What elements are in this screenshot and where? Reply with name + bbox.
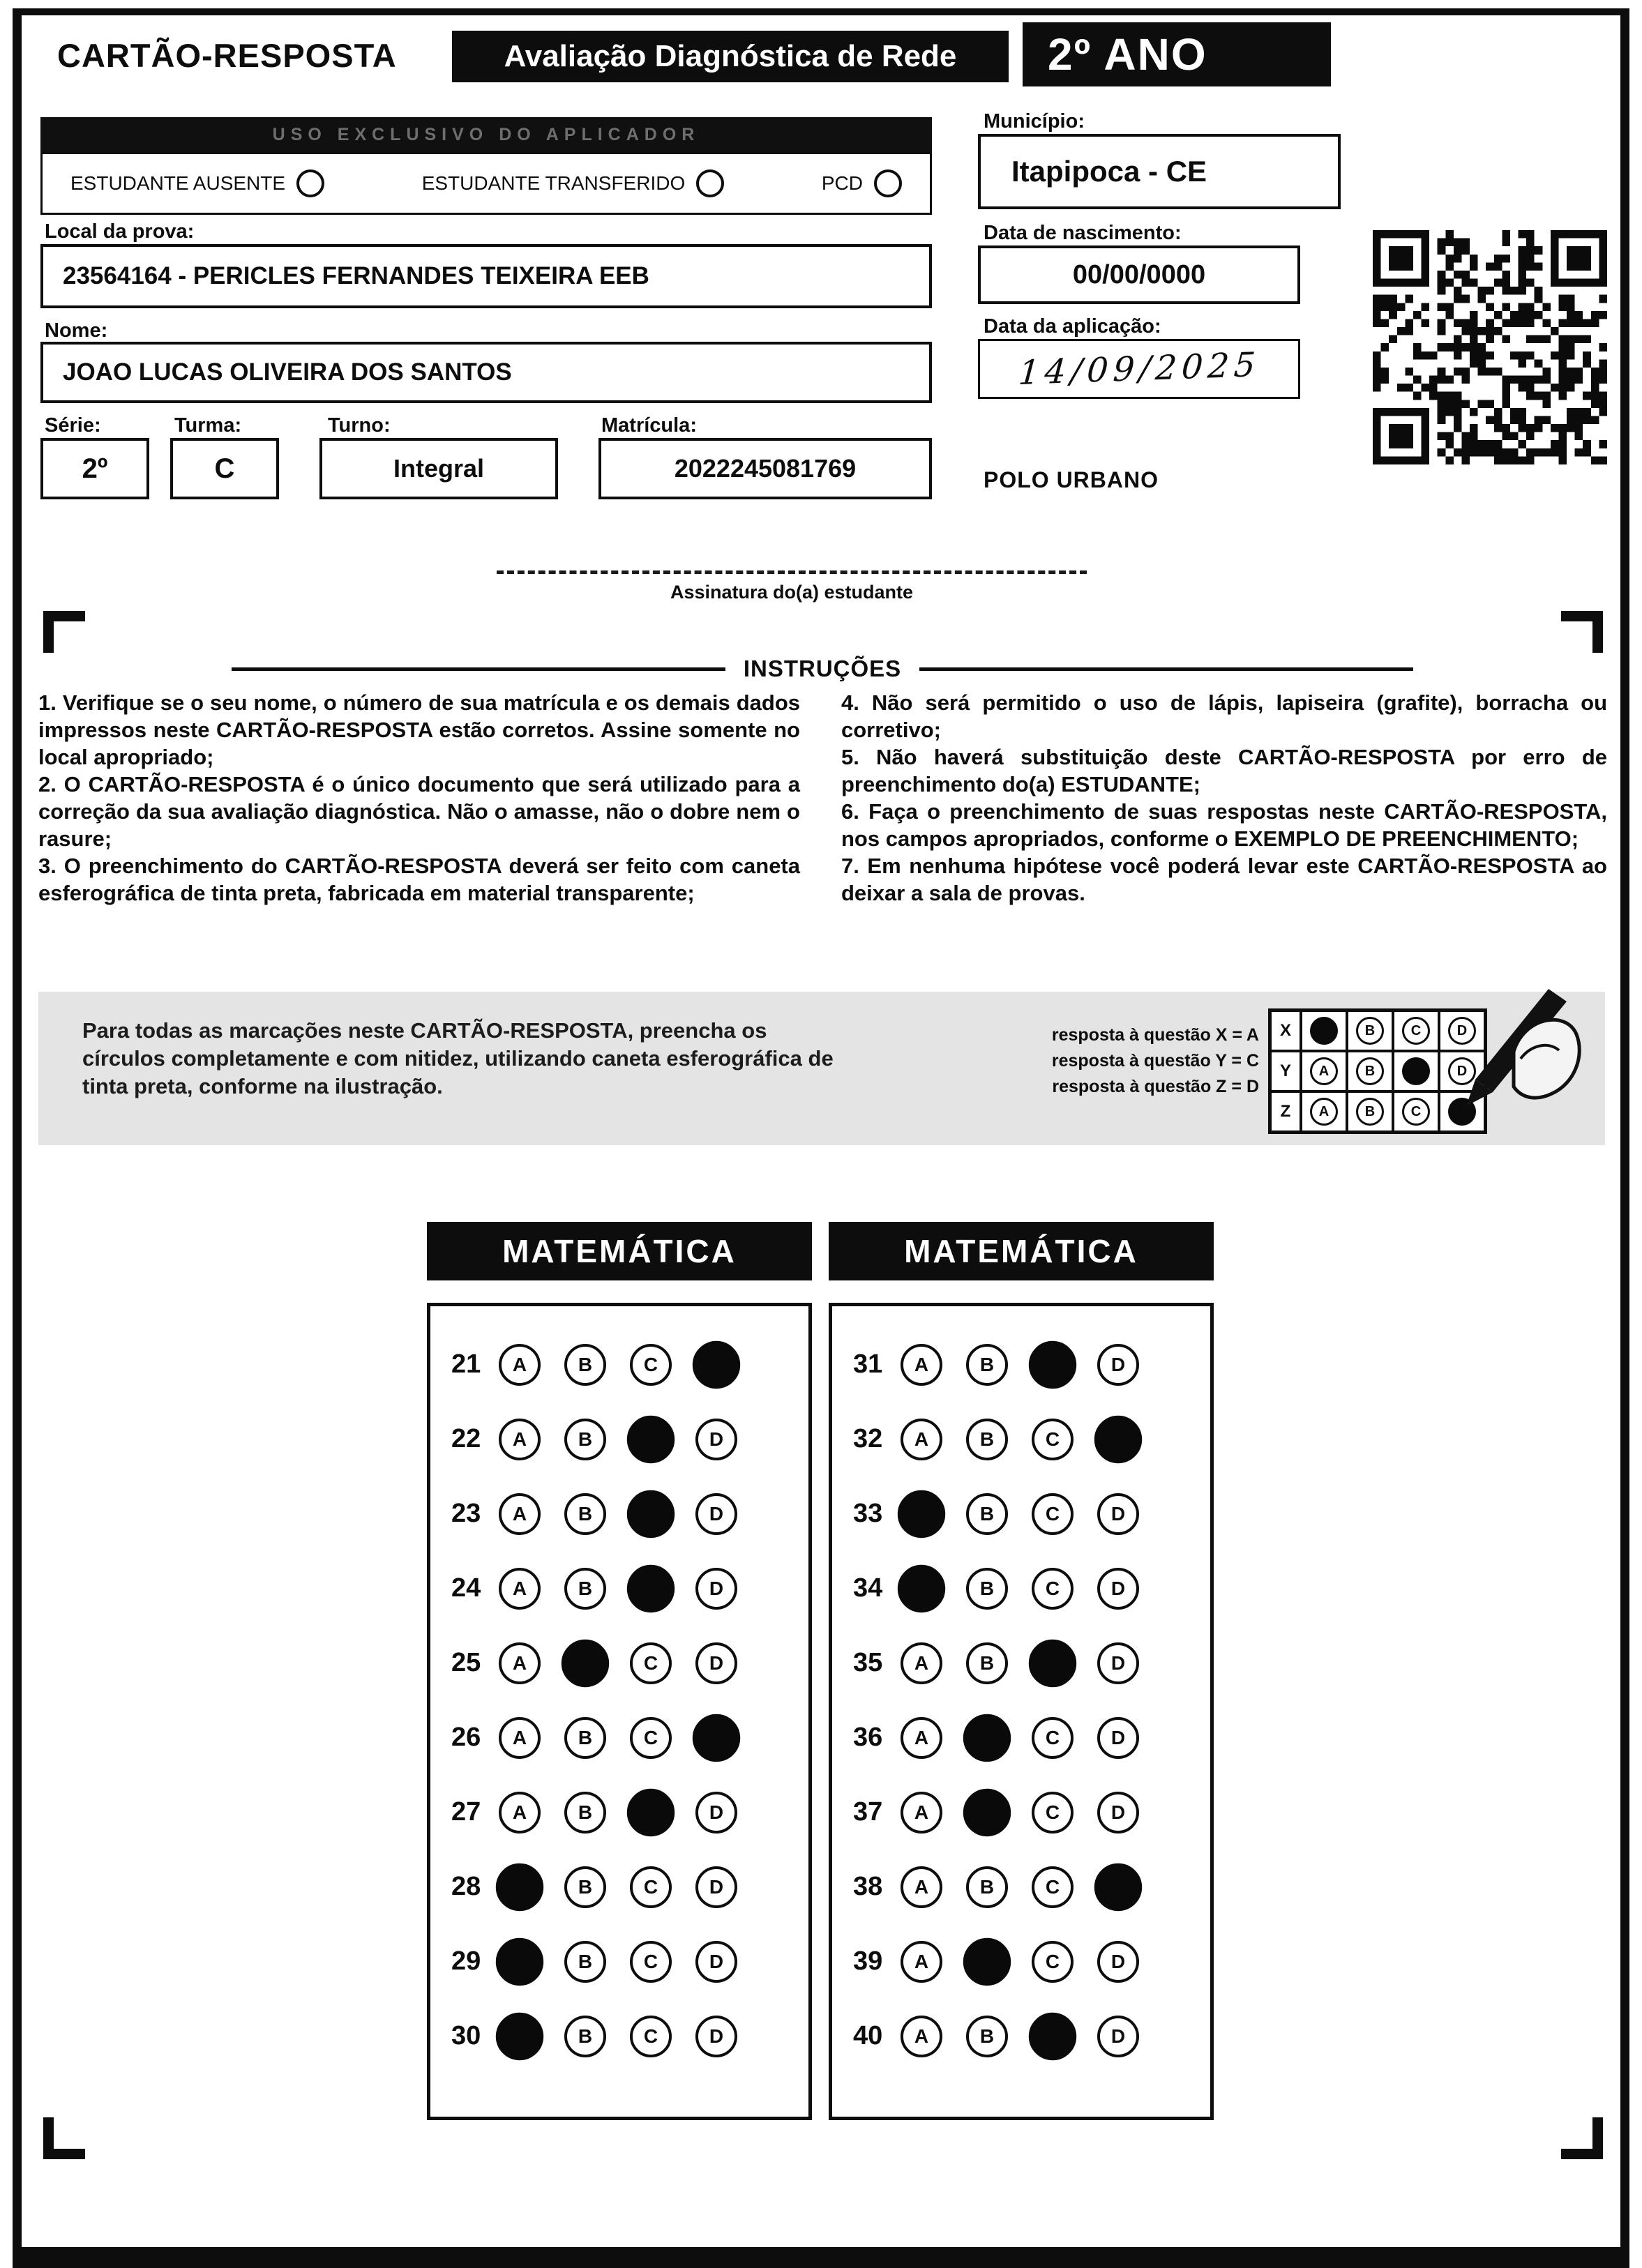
data-aplicacao-label: Data da aplicação:	[984, 315, 1161, 338]
question-row-36	[853, 1700, 1210, 1775]
signature-line	[497, 570, 1087, 574]
bubble-28-D: D	[695, 1866, 737, 1908]
question-number: 35	[853, 1648, 883, 1677]
bubble-29-B: B	[564, 1941, 606, 1983]
example-bubble-Z-C: C	[1402, 1098, 1430, 1126]
example-legend-line-x: resposta à questão X = A	[1051, 1025, 1259, 1045]
bubble-29-D: D	[695, 1941, 737, 1983]
question-number: 29	[451, 1946, 481, 1976]
bubble-27-D: D	[695, 1792, 737, 1834]
example-bubble-Z-A: A	[1310, 1098, 1338, 1126]
bubble-32-C: C	[1032, 1419, 1074, 1460]
nome-value: JOAO LUCAS OLIVEIRA DOS SANTOS	[40, 342, 932, 403]
question-number: 25	[451, 1648, 481, 1677]
example-cell	[1393, 1091, 1439, 1132]
question-row-37	[853, 1775, 1210, 1850]
question-number: 23	[451, 1499, 481, 1528]
data-aplicacao-value	[978, 339, 1300, 399]
example-cell	[1301, 1011, 1347, 1051]
question-number: 26	[451, 1723, 481, 1752]
question-number: 22	[451, 1424, 481, 1453]
bubble-39-A: A	[901, 1941, 942, 1983]
turma-label: Turma:	[174, 414, 242, 437]
matricula-label: Matrícula:	[601, 414, 697, 437]
applicator-bar: USO EXCLUSIVO DO APLICADOR	[40, 117, 932, 152]
bubble-32-A: A	[901, 1419, 942, 1460]
example-grid-row-Y	[1270, 1051, 1485, 1091]
bubble-34-B: B	[966, 1568, 1008, 1610]
question-row-25	[451, 1626, 808, 1700]
bubble-21-A: A	[499, 1344, 541, 1386]
page-border-top	[13, 8, 1629, 15]
question-options	[901, 1642, 1139, 1684]
bubble-33-D: D	[1097, 1493, 1139, 1535]
question-number: 37	[853, 1797, 883, 1827]
question-options	[901, 1792, 1139, 1834]
bubble-37-B-marked	[963, 1788, 1011, 1836]
example-bubble-Y-C-marked	[1402, 1057, 1430, 1085]
answer-block-31-40	[829, 1303, 1214, 2120]
local-value: 23564164 - PERICLES FERNANDES TEIXEIRA EEB	[40, 244, 932, 308]
crop-mark-top-left	[43, 611, 85, 653]
grade-badge: 2º ANO	[1023, 22, 1331, 86]
bubble-39-C: C	[1032, 1941, 1074, 1983]
bubble-39-B-marked	[963, 1937, 1011, 1985]
radio-circle-icon	[296, 169, 324, 197]
question-row-34	[853, 1551, 1210, 1626]
example-cell	[1347, 1051, 1393, 1091]
question-number: 24	[451, 1573, 481, 1603]
bubble-30-D: D	[695, 2016, 737, 2057]
bubble-36-A: A	[901, 1717, 942, 1759]
instructions-column-right	[841, 689, 1607, 907]
example-cell	[1301, 1091, 1347, 1132]
question-number: 36	[853, 1723, 883, 1752]
bubble-24-B: B	[564, 1568, 606, 1610]
question-row-39	[853, 1924, 1210, 1999]
question-options	[901, 1941, 1139, 1983]
bubble-40-B: B	[966, 2016, 1008, 2057]
example-grid-row-Z	[1270, 1091, 1485, 1132]
example-cell	[1393, 1051, 1439, 1091]
bubble-35-C-marked	[1029, 1639, 1076, 1686]
question-number: 32	[853, 1424, 883, 1453]
bubble-40-C-marked	[1029, 2012, 1076, 2059]
bubble-23-A: A	[499, 1493, 541, 1535]
bubble-32-D-marked	[1094, 1415, 1142, 1462]
page-border-left	[13, 8, 22, 2268]
question-row-33	[853, 1476, 1210, 1551]
bubble-25-C: C	[630, 1642, 672, 1684]
subject-header-matematica-2: MATEMÁTICA	[829, 1222, 1214, 1280]
example-cell	[1347, 1091, 1393, 1132]
polo-label: POLO URBANO	[984, 467, 1159, 492]
heading-rule-left	[232, 667, 725, 671]
local-label: Local da prova:	[45, 220, 195, 243]
question-row-28	[451, 1850, 808, 1924]
nome-label: Nome:	[45, 319, 108, 342]
example-legend	[987, 1022, 1259, 1100]
bubble-24-D: D	[695, 1568, 737, 1610]
question-options	[499, 1717, 737, 1759]
answer-block-21-30	[427, 1303, 812, 2120]
example-cell	[1393, 1011, 1439, 1051]
matricula-value: 2022245081769	[598, 438, 932, 499]
bubble-26-A: A	[499, 1717, 541, 1759]
bubble-25-B-marked	[562, 1639, 609, 1686]
data-nascimento-label: Data de nascimento:	[984, 222, 1182, 244]
question-number: 39	[853, 1946, 883, 1976]
option-label: ESTUDANTE TRANSFERIDO	[421, 172, 686, 194]
bubble-22-C-marked	[627, 1415, 675, 1462]
option-estudante-ausente	[70, 169, 324, 197]
question-options	[499, 1493, 737, 1535]
question-row-35	[853, 1626, 1210, 1700]
instruction-item-6: 6. Faça o preenchimento de suas respostas neste CARTÃO-RESPOSTA, nos campos apropriados, conforme o EXEMPLO DE PREENCHIMENTO;	[841, 799, 1607, 851]
question-number: 30	[451, 2021, 481, 2050]
page-border-bottom	[13, 2247, 1629, 2268]
bubble-25-D: D	[695, 1642, 737, 1684]
example-cell	[1439, 1091, 1485, 1132]
example-grid	[1268, 1008, 1487, 1134]
question-options	[499, 2016, 737, 2057]
question-options	[901, 1419, 1139, 1460]
turno-value: Integral	[319, 438, 558, 499]
instructions-column-left	[38, 689, 800, 907]
crop-mark-top-right	[1561, 611, 1603, 653]
bubble-38-A: A	[901, 1866, 942, 1908]
question-options	[901, 2016, 1139, 2057]
question-options	[499, 1941, 737, 1983]
example-cell	[1301, 1051, 1347, 1091]
bubble-24-C-marked	[627, 1564, 675, 1612]
example-text: Para todas as marcações neste CARTÃO-RESPOSTA, preencha os círculos completamente e com nitidez, utilizando caneta esferográfica de tinta preta, conforme na ilustração.	[82, 1018, 834, 1098]
bubble-31-B: B	[966, 1344, 1008, 1386]
bubble-28-C: C	[630, 1866, 672, 1908]
question-row-31	[853, 1327, 1210, 1402]
bubble-26-B: B	[564, 1717, 606, 1759]
question-row-32	[853, 1402, 1210, 1476]
instruction-item-3: 3. O preenchimento do CARTÃO-RESPOSTA deverá ser feito com caneta esferográfica de tinta preta, fabricada em material transparente;	[38, 854, 800, 905]
bubble-29-A-marked	[496, 1937, 543, 1985]
subject-header-matematica-1: MATEMÁTICA	[427, 1222, 812, 1280]
question-row-27	[451, 1775, 808, 1850]
bubble-31-D: D	[1097, 1344, 1139, 1386]
question-row-24	[451, 1551, 808, 1626]
page-title: CARTÃO-RESPOSTA	[57, 36, 397, 74]
turma-value: C	[170, 438, 279, 499]
bubble-30-B: B	[564, 2016, 606, 2057]
bubble-21-C: C	[630, 1344, 672, 1386]
bubble-27-A: A	[499, 1792, 541, 1834]
question-options	[901, 1493, 1139, 1535]
bubble-35-A: A	[901, 1642, 942, 1684]
bubble-24-A: A	[499, 1568, 541, 1610]
example-bubble-Z-D-marked	[1448, 1098, 1476, 1126]
bubble-34-C: C	[1032, 1568, 1074, 1610]
bubble-35-B: B	[966, 1642, 1008, 1684]
bubble-22-A: A	[499, 1419, 541, 1460]
question-number: 21	[451, 1350, 481, 1379]
question-number: 28	[451, 1872, 481, 1901]
crop-mark-bottom-left	[43, 2117, 85, 2159]
bubble-34-A-marked	[898, 1564, 945, 1612]
bubble-35-D: D	[1097, 1642, 1139, 1684]
question-number: 33	[853, 1499, 883, 1528]
question-options	[901, 1568, 1139, 1610]
example-bubble-Z-B: B	[1356, 1098, 1384, 1126]
question-options	[499, 1568, 737, 1610]
radio-circle-icon	[696, 169, 724, 197]
bubble-37-A: A	[901, 1792, 942, 1834]
municipio-value: Itapipoca - CE	[978, 134, 1341, 209]
bubble-32-B: B	[966, 1419, 1008, 1460]
serie-label: Série:	[45, 414, 101, 437]
bubble-21-B: B	[564, 1344, 606, 1386]
bubble-39-D: D	[1097, 1941, 1139, 1983]
question-number: 34	[853, 1573, 883, 1603]
bubble-38-D-marked	[1094, 1863, 1142, 1910]
bubble-21-D-marked	[693, 1340, 740, 1388]
bubble-28-A-marked	[496, 1863, 543, 1910]
bubble-30-A-marked	[496, 2012, 543, 2059]
bubble-36-B-marked	[963, 1714, 1011, 1761]
option-label: ESTUDANTE AUSENTE	[70, 172, 286, 194]
data-nascimento-value: 00/00/0000	[978, 245, 1300, 304]
instruction-item-7: 7. Em nenhuma hipótese você poderá levar este CARTÃO-RESPOSTA ao deixar a sala de provas.	[841, 854, 1607, 905]
bubble-27-B: B	[564, 1792, 606, 1834]
question-options	[901, 1344, 1139, 1386]
question-options	[499, 1642, 737, 1684]
example-bubble-X-B: B	[1356, 1017, 1384, 1045]
question-options	[499, 1792, 737, 1834]
bubble-22-B: B	[564, 1419, 606, 1460]
example-legend-line-y: resposta à questão Y = C	[1051, 1051, 1259, 1071]
bubble-38-B: B	[966, 1866, 1008, 1908]
bubble-23-C-marked	[627, 1490, 675, 1537]
example-legend-line-z: resposta à questão Z = D	[1052, 1077, 1259, 1096]
question-row-30	[451, 1999, 808, 2073]
example-cell	[1439, 1051, 1485, 1091]
bubble-40-A: A	[901, 2016, 942, 2057]
question-row-22	[451, 1402, 808, 1476]
radio-circle-icon	[874, 169, 902, 197]
bubble-40-D: D	[1097, 2016, 1139, 2057]
bubble-31-A: A	[901, 1344, 942, 1386]
applicator-options-row	[40, 152, 932, 215]
example-bubble-X-C: C	[1402, 1017, 1430, 1045]
bubble-36-D: D	[1097, 1717, 1139, 1759]
example-cell	[1439, 1011, 1485, 1051]
bubble-33-B: B	[966, 1493, 1008, 1535]
bubble-26-C: C	[630, 1717, 672, 1759]
serie-value: 2º	[40, 438, 149, 499]
question-row-23	[451, 1476, 808, 1551]
instructions-heading	[232, 656, 1413, 682]
example-grid-row-X	[1270, 1011, 1485, 1051]
bubble-22-D: D	[695, 1419, 737, 1460]
question-options	[901, 1866, 1139, 1908]
example-row-label: Z	[1270, 1091, 1301, 1132]
bubble-37-D: D	[1097, 1792, 1139, 1834]
bubble-34-D: D	[1097, 1568, 1139, 1610]
option-estudante-transferido	[422, 169, 725, 197]
instruction-item-2: 2. O CARTÃO-RESPOSTA é o único documento que será utilizado para a correção da sua avaliação diagnóstica. Não o amasse, não o dobre nem o rasure;	[38, 772, 800, 851]
bubble-33-C: C	[1032, 1493, 1074, 1535]
heading-rule-right	[919, 667, 1413, 671]
question-number: 31	[853, 1350, 883, 1379]
question-row-29	[451, 1924, 808, 1999]
instruction-item-1: 1. Verifique se o seu nome, o número de sua matrícula e os demais dados impressos neste CARTÃO-RESPOSTA estão corretos. Assine somente no local apropriado;	[38, 690, 800, 769]
question-number: 27	[451, 1797, 481, 1827]
question-options	[499, 1419, 737, 1460]
bubble-27-C-marked	[627, 1788, 675, 1836]
crop-mark-bottom-right	[1561, 2117, 1603, 2159]
handwritten-date: 14/09/2025	[1016, 345, 1262, 393]
bubble-29-C: C	[630, 1941, 672, 1983]
question-options	[499, 1866, 737, 1908]
question-row-40	[853, 1999, 1210, 2073]
example-row-label: Y	[1270, 1051, 1301, 1091]
qr-code	[1373, 230, 1607, 464]
bubble-33-A-marked	[898, 1490, 945, 1537]
exam-title: Avaliação Diagnóstica de Rede	[452, 31, 1009, 82]
bubble-26-D-marked	[693, 1714, 740, 1761]
example-row-label: X	[1270, 1011, 1301, 1051]
question-row-21	[451, 1327, 808, 1402]
turno-label: Turno:	[328, 414, 391, 437]
page-border-right	[1620, 8, 1629, 2268]
question-row-38	[853, 1850, 1210, 1924]
example-bubble-Y-B: B	[1356, 1057, 1384, 1085]
question-options	[901, 1717, 1139, 1759]
bubble-28-B: B	[564, 1866, 606, 1908]
example-bubble-Y-A: A	[1310, 1057, 1338, 1085]
bubble-31-C-marked	[1029, 1340, 1076, 1388]
municipio-label: Município:	[984, 110, 1085, 133]
bubble-23-B: B	[564, 1493, 606, 1535]
option-pcd	[822, 169, 902, 197]
bubble-37-C: C	[1032, 1792, 1074, 1834]
bubble-25-A: A	[499, 1642, 541, 1684]
question-options	[499, 1344, 737, 1386]
instruction-item-4: 4. Não será permitido o uso de lápis, lapiseira (grafite), borracha ou corretivo;	[841, 690, 1607, 742]
bubble-23-D: D	[695, 1493, 737, 1535]
question-row-26	[451, 1700, 808, 1775]
bubble-36-C: C	[1032, 1717, 1074, 1759]
example-bubble-Y-D: D	[1448, 1057, 1476, 1085]
example-bubble-X-D: D	[1448, 1017, 1476, 1045]
option-label: PCD	[821, 172, 863, 194]
instruction-item-5: 5. Não haverá substituição deste CARTÃO-RESPOSTA por erro de preenchimento do(a) ESTUDANTE;	[841, 745, 1607, 796]
example-bubble-X-A-marked	[1310, 1017, 1338, 1045]
question-number: 40	[853, 2021, 883, 2050]
question-number: 38	[853, 1872, 883, 1901]
example-cell	[1347, 1011, 1393, 1051]
signature-label: Assinatura do(a) estudante	[670, 582, 914, 603]
instructions-title: INSTRUÇÕES	[743, 656, 902, 681]
bubble-38-C: C	[1032, 1866, 1074, 1908]
bubble-30-C: C	[630, 2016, 672, 2057]
